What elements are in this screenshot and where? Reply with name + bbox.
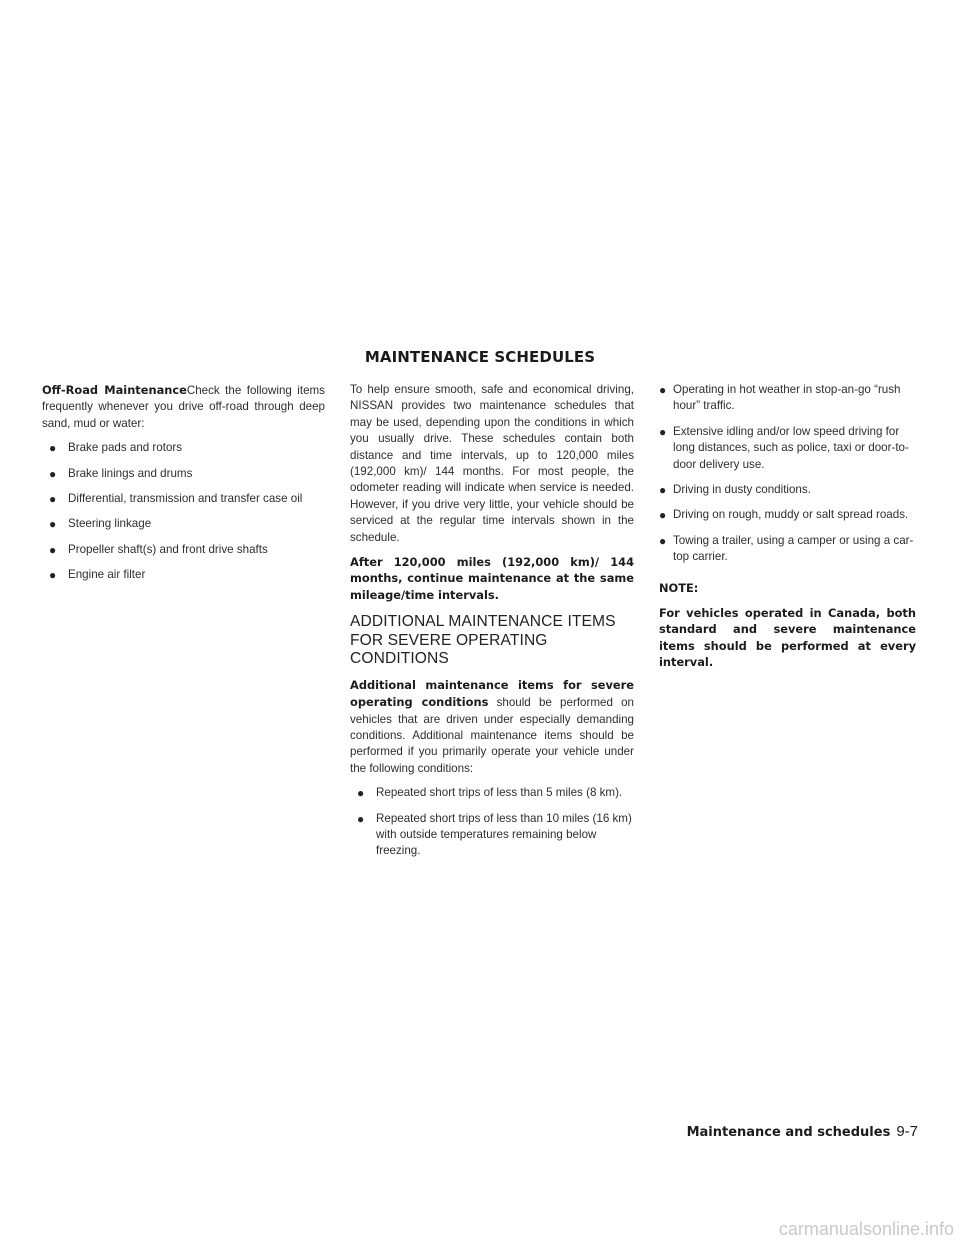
page-number: 9-7 [896,1123,918,1140]
bullet-icon: ● [49,568,57,583]
severe-conditions-list [350,785,634,860]
list-item-text: Extensive idling and/or low speed driving for long distances, such as police, taxi or door-to-door delivery use. [673,424,909,471]
note-label: NOTE: [659,580,699,595]
list-item [350,785,634,801]
list-item-text: Brake pads and rotors [68,441,183,455]
list-item-text: Driving on rough, muddy or salt spread roads. [673,508,909,522]
canada-note: For vehicles operated in Canada, both standard and severe maintenance items should be performed at every interval. [659,606,916,670]
list-item [42,491,325,507]
column-right [659,382,916,679]
list-item [659,533,916,566]
list-item [659,507,916,523]
list-item [659,424,916,473]
list-item [42,567,325,583]
after-120000-note: After 120,000 miles (192,000 km)/ 144 months, continue maintenance at the same mileage/time intervals. [350,555,634,602]
list-item-text: Repeated short trips of less than 10 miles (16 km) with outside temperatures remaining below freezing. [376,811,632,858]
severe-conditions-subheading: ADDITIONAL MAINTENANCE ITEMS FOR SEVERE OPERATING CONDITIONS [350,613,616,668]
off-road-heading: Off-Road Maintenance [42,383,187,397]
list-item-text: Brake linings and drums [68,466,193,480]
off-road-intro-text: Check the following items frequently whenever you drive off-road through deep sand, mud or water: [42,384,325,430]
bullet-icon: ● [49,492,57,507]
list-item-text: Towing a trailer, using a camper or using a car-top carrier. [673,533,914,564]
bullet-icon: ● [659,533,667,548]
bullet-icon: ● [659,483,667,498]
page-footer [687,1123,918,1140]
off-road-intro [42,382,325,432]
section-title: MAINTENANCE SCHEDULES [364,348,596,366]
list-item-text: Differential, transmission and transfer case oil [68,492,303,506]
list-item [42,542,325,558]
bullet-icon: ● [357,786,365,801]
bullet-icon: ● [49,517,57,532]
list-item-text: Repeated short trips of less than 5 miles (8 km). [376,786,623,800]
watermark: carmanualsonline.info [778,1219,954,1239]
list-item [350,811,634,860]
list-item-text: Driving in dusty conditions. [673,483,811,497]
severe-conditions-bold: Additional maintenance items for severe operating conditions [350,677,634,710]
column-left [42,382,325,593]
schedule-intro-paragraph: To help ensure smooth, safe and economical driving, NISSAN provides two maintenance schedules that may be used, depending upon the conditions in which you usually drive. These schedules contain both distance and time intervals, up to 120,000 miles (192,000 km)/ 144 months. For most people, the odometer reading will indicate when service is needed. However, if you drive very little, your vehicle should be serviced at the regular time intervals shown in the schedule. [350,383,634,544]
list-item [659,382,916,415]
list-item [42,466,325,482]
bullet-icon: ● [659,508,667,523]
bullet-icon: ● [49,441,57,456]
list-item-text: Propeller shaft(s) and front drive shafts [68,542,268,556]
list-item [42,516,325,532]
bullet-icon: ● [49,466,57,481]
bullet-icon: ● [49,542,57,557]
chapter-title: Maintenance and schedules [686,1125,891,1140]
severe-conditions-paragraph [350,677,634,777]
bullet-icon: ● [659,424,667,439]
list-item [42,440,325,456]
column-middle [350,382,634,869]
list-item-text: Engine air filter [68,568,146,582]
list-item [659,482,916,498]
list-item-text: Operating in hot weather in stop-an-go “rush hour” traffic. [673,383,901,413]
severe-conditions-text: should be performed on vehicles that are driven under especially demanding conditions. Additional maintenance items should be performed if you primarily operate your vehicle under the following conditions: [350,696,634,775]
list-item-text: Steering linkage [68,517,152,531]
severe-conditions-list-continued [659,382,916,566]
bullet-icon: ● [659,383,667,397]
off-road-checklist [42,440,325,583]
bullet-icon: ● [357,811,365,826]
